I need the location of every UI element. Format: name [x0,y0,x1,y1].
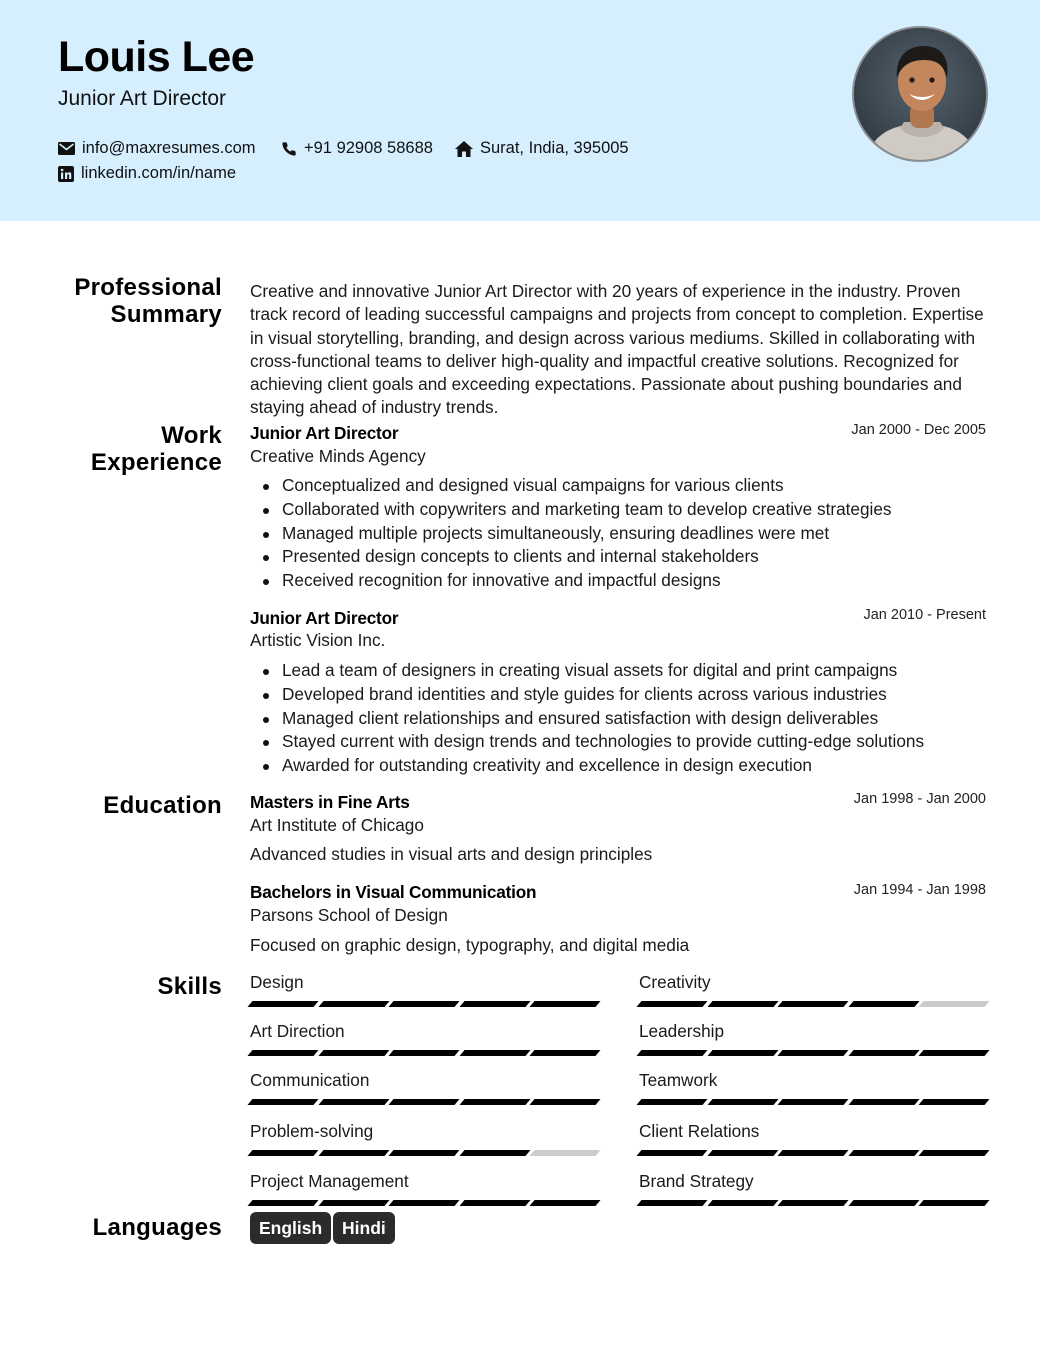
skill-item [639,1121,987,1156]
section-title-summary: Professional Summary [74,274,222,328]
skill-segment-filled [848,1050,919,1056]
skill-level-bar [250,1001,598,1007]
skill-name: Design [250,972,304,992]
skill-level-bar [639,1200,987,1206]
education-degree: Masters in Fine Arts [250,792,410,812]
skill-segment-filled [848,1150,919,1156]
skill-level-bar [639,1150,987,1156]
contact-location [455,139,629,158]
skill-name: Client Relations [639,1121,760,1141]
list-item: Developed brand identities and style guides for clients across various industries [282,683,924,707]
skill-segment-filled [636,1001,707,1007]
job-bullets [282,659,924,778]
skill-segment-filled [919,1050,990,1056]
phone-icon [281,141,297,157]
skill-segment-filled [778,1150,849,1156]
skill-name: Communication [250,1070,370,1090]
skill-name: Brand Strategy [639,1171,754,1191]
skill-level-bar [639,1050,987,1056]
job-dates: Jan 2000 - Dec 2005 [851,422,986,438]
education-school: Parsons School of Design [250,905,448,925]
skill-segment-filled [636,1200,707,1206]
list-item: Presented design concepts to clients and internal stakeholders [282,545,892,569]
list-item: Conceptualized and designed visual campaigns for various clients [282,474,892,498]
skill-segment-filled [530,1200,601,1206]
skill-segment-filled [247,1001,318,1007]
section-title-education: Education [103,792,222,819]
contact-email[interactable] [58,139,256,158]
skill-item [639,972,987,1007]
skill-segment-filled [919,1099,990,1105]
skill-item [639,1070,987,1105]
skill-segment-filled [459,1200,530,1206]
skill-segment-filled [778,1099,849,1105]
skill-segment-filled [389,1150,460,1156]
skill-item [639,1171,987,1206]
skill-segment-filled [389,1200,460,1206]
skill-item [250,1121,598,1156]
skill-segment-empty [530,1150,601,1156]
skill-segment-filled [919,1150,990,1156]
skill-name: Problem-solving [250,1121,374,1141]
candidate-title: Junior Art Director [58,87,227,110]
skill-name: Project Management [250,1171,409,1191]
section-title-skills: Skills [157,973,222,1000]
skill-segment-filled [778,1050,849,1056]
linkedin-text: linkedin.com/in/name [81,164,236,182]
job-bullets [282,474,892,593]
job-title: Junior Art Director [250,608,399,628]
skill-segment-filled [530,1050,601,1056]
email-text: info@maxresumes.com [82,139,256,157]
skill-level-bar [639,1001,987,1007]
skill-segment-filled [636,1099,707,1105]
resume-header [0,0,1040,221]
home-icon [455,141,473,157]
linkedin-icon [58,166,74,182]
skill-segment-filled [459,1099,530,1105]
skill-segment-filled [459,1150,530,1156]
skill-segment-filled [318,1200,389,1206]
education-degree: Bachelors in Visual Communication [250,882,537,902]
skill-segment-filled [848,1200,919,1206]
skill-level-bar [250,1099,598,1105]
skill-item [250,1070,598,1105]
skill-segment-filled [636,1050,707,1056]
job-title: Junior Art Director [250,423,399,443]
education-school: Art Institute of Chicago [250,815,424,835]
summary-text: Creative and innovative Junior Art Director with 20 years of experience in the industry. Proven track record of leading successful campaigns and projects from concept to completion. Expertise in visual storytelling, branding, and design across various mediums. Skilled in collaborating with cross-functional teams to deliver high-quality and impactful creative solutions. Recognized for achieving client goals and exceeding expectations. Passionate about pushing boundaries and staying ahead of industry trends. [250,281,984,418]
skill-segment-filled [707,1200,778,1206]
language-tag: English [250,1212,331,1244]
education-description: Focused on graphic design, typography, and digital media [250,935,690,955]
skill-segment-filled [318,1099,389,1105]
job-dates: Jan 2010 - Present [863,607,986,623]
skill-level-bar [250,1050,598,1056]
section-title-languages: Languages [92,1214,222,1241]
skill-segment-filled [247,1150,318,1156]
skill-segment-filled [247,1050,318,1056]
skill-segment-filled [318,1150,389,1156]
candidate-name: Louis Lee [58,33,255,81]
list-item: Managed multiple projects simultaneously, ensuring deadlines were met [282,522,892,546]
skill-segment-filled [318,1001,389,1007]
skill-level-bar [250,1150,598,1156]
skill-segment-filled [919,1200,990,1206]
skill-name: Teamwork [639,1070,718,1090]
section-title-experience: Work Experience [90,422,222,476]
skill-name: Leadership [639,1021,725,1041]
profile-photo [852,26,988,162]
skill-segment-filled [778,1001,849,1007]
phone-text: +91 92908 58688 [304,139,433,157]
skill-item [639,1021,987,1056]
skill-segment-filled [459,1050,530,1056]
skill-level-bar [639,1099,987,1105]
skill-name: Creativity [639,972,711,992]
skill-name: Art Direction [250,1021,345,1041]
skill-segment-filled [459,1001,530,1007]
skill-segment-filled [848,1001,919,1007]
job-company: Artistic Vision Inc. [250,630,386,650]
skill-segment-filled [530,1099,601,1105]
list-item: Awarded for outstanding creativity and excellence in design execution [282,754,924,778]
skill-segment-filled [848,1099,919,1105]
skill-segment-filled [247,1099,318,1105]
skill-segment-filled [636,1150,707,1156]
education-dates: Jan 1994 - Jan 1998 [853,882,986,898]
skill-item [250,1021,598,1056]
list-item: Stayed current with design trends and technologies to provide cutting-edge solutions [282,730,924,754]
list-item: Collaborated with copywriters and marketing team to develop creative strategies [282,498,892,522]
job-company: Creative Minds Agency [250,446,426,466]
envelope-icon [58,142,75,155]
contact-phone[interactable] [281,139,433,158]
list-item: Managed client relationships and ensured satisfaction with design deliverables [282,707,924,731]
skill-segment-filled [707,1001,778,1007]
location-text: Surat, India, 395005 [480,139,629,157]
skill-segment-filled [530,1001,601,1007]
skill-segment-filled [389,1050,460,1056]
skill-item [250,1171,598,1206]
education-dates: Jan 1998 - Jan 2000 [853,791,986,807]
skill-level-bar [250,1200,598,1206]
list-item: Received recognition for innovative and impactful designs [282,569,892,593]
list-item: Lead a team of designers in creating visual assets for digital and print campaigns [282,659,924,683]
skill-segment-empty [919,1001,990,1007]
skill-segment-filled [389,1001,460,1007]
skill-segment-filled [778,1200,849,1206]
contact-linkedin[interactable] [58,164,236,183]
skill-segment-filled [389,1099,460,1105]
skill-segment-filled [707,1099,778,1105]
skill-segment-filled [707,1050,778,1056]
skill-segment-filled [247,1200,318,1206]
education-description: Advanced studies in visual arts and design principles [250,844,653,864]
skill-segment-filled [318,1050,389,1056]
skill-segment-filled [707,1150,778,1156]
language-tag: Hindi [333,1212,395,1244]
skill-item [250,972,598,1007]
